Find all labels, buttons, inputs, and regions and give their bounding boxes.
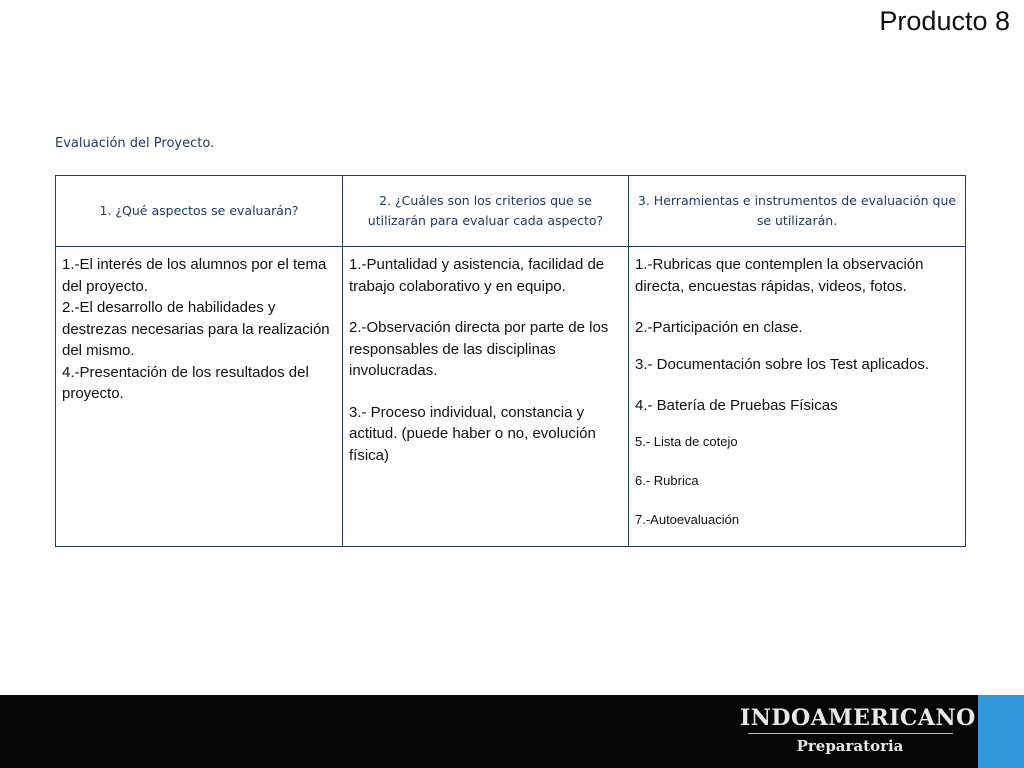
section-heading: Evaluación del Proyecto. (55, 136, 215, 151)
logo-sub-text: Preparatoria (796, 737, 904, 755)
table-row (56, 247, 966, 547)
header-aspects: 1. ¿Qué aspectos se evaluarán? (56, 176, 343, 247)
evaluation-table (55, 175, 966, 547)
criteria-item: 2.-Observación directa por parte de los responsables de las disciplinas involucradas. (349, 319, 609, 379)
logo-main-text: INDOAMERICANO (740, 705, 976, 731)
tool-item: 1.-Rubricas que contemplen la observación directa, encuestas rápidas, videos, fotos. (635, 256, 924, 295)
criteria-cell (343, 247, 629, 547)
criteria-item: 3.- Proceso individual, constancia y actitud. (puede haber o no, evolución física) (349, 403, 596, 464)
tool-item: 5.- Lista de cotejo (635, 433, 738, 449)
tool-item: 2.-Participación en clase. (635, 319, 803, 336)
slide-title: Producto 8 (879, 6, 1010, 36)
indoamericano-logo (740, 705, 976, 763)
tool-item: 3.- Documentación sobre los Test aplicados. (635, 355, 930, 373)
tools-cell (629, 247, 966, 547)
criteria-item: 1.-Puntalidad y asistencia, facilidad de trabajo colaborativo y en equipo. (349, 256, 605, 295)
tool-item: 4.- Batería de Pruebas Físicas (635, 397, 838, 414)
aspects-cell (56, 247, 343, 547)
tool-item: 7.-Autoevaluación (635, 511, 740, 527)
header-criteria: 2. ¿Cuáles son los criterios que se utilizarán para evaluar cada aspecto? (343, 176, 629, 247)
aspect-item: 1.-El interés de los alumnos por el tema del proyecto. (62, 256, 327, 295)
aspect-item: 4.-Presentación de los resultados del proyecto. (62, 363, 309, 402)
logo-divider (748, 733, 953, 734)
header-tools: 3. Herramientas e instrumentos de evaluación que se utilizarán. (629, 176, 966, 247)
table-header-row (56, 176, 966, 247)
tool-item: 6.- Rubrica (635, 472, 699, 488)
footer-accent (978, 695, 1024, 768)
aspect-item: 2.-El desarrollo de habilidades y destrezas necesarias para la realización del mismo. (62, 299, 330, 359)
